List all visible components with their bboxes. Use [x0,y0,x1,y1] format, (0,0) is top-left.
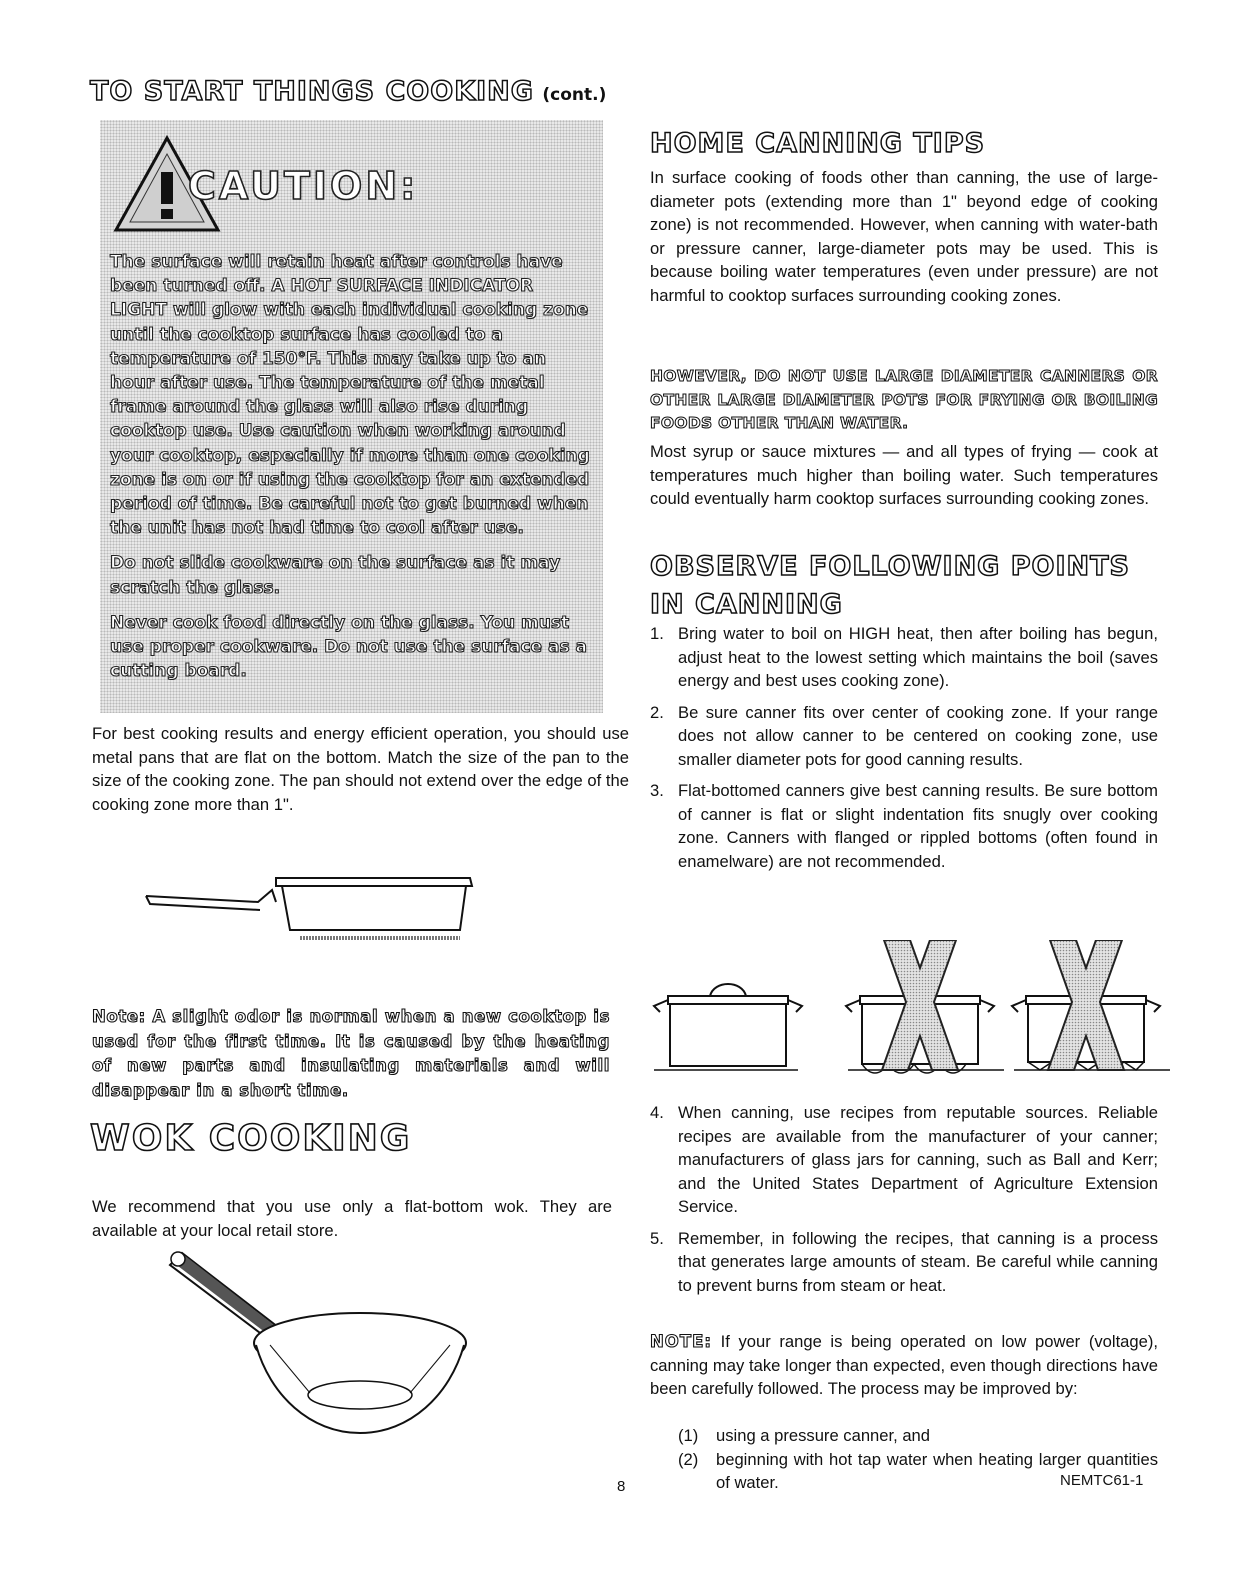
page-number: 8 [617,1478,626,1495]
pan-intro-paragraph: For best cooking results and energy efficient operation, you should use metal pans that are flat on the bottom. Match the size of the pan to the size of the cooking zone. The pan should not extend over the edge of the cooking zone more than 1". [92,724,629,814]
page-title: TO START THINGS COOKING [90,76,534,107]
rippled-canner-bad [1012,940,1170,1070]
list-item: 1. Bring water to boil on HIGH heat, then after boiling has begun, adjust heat to the lowest setting which maintains the boil (saves energy and best uses cooking zone). [650,624,1158,690]
wok-illustration [160,1245,480,1445]
caution-paragraph: Never cook food directly on the glass. You must use proper cookware. Do not use the surface as a cutting board. [110,612,587,682]
frying-paragraph: Most syrup or sauce mixtures — and all types of frying — cook at temperatures much higher than boiling water. Such temperatures could eventually harm cooktop surfaces surrounding cooking zones. [650,442,1158,508]
low-power-note-text: If your range is being operated on low power (voltage), canning may take longer than expected, even though directions have been carefully followed. The process may be improved by: [650,1332,1158,1398]
low-power-note-label: NOTE: [650,1332,712,1351]
canning-warning: HOWEVER, DO NOT USE LARGE DIAMETER CANNERS OR OTHER LARGE DIAMETER POTS FOR FRYING OR BOILING FOODS OTHER THAN WATER. [650,367,1158,432]
wok-paragraph: We recommend that you use only a flat-bottom wok. They are available at your local retail store. [92,1197,612,1240]
page-header [90,76,606,107]
flat-canner-good [654,984,802,1070]
skillet-illustration [140,868,480,958]
list-item: 4. When canning, use recipes from reputable sources. Reliable recipes are available from the manufacturer of your canner; manufacturers of glass jars for canning, such as Ball and Kerr; and the United States Department of Agriculture Extension Service. [650,1103,1158,1216]
caution-heading: CAUTION: [188,164,419,208]
document-code: NEMTC61-1 [1060,1472,1144,1489]
flanged-canner-bad [846,940,1004,1073]
observe-section-title: OBSERVE FOLLOWING POINTS IN CANNING [650,551,1130,620]
list-item: (1) using a pressure canner, and [678,1426,931,1445]
odor-note-text: A slight odor is normal when a new cooktop is used for the first time. It is caused by the heating of new parts and insulating materials and will disappear in a short time. [92,1007,610,1100]
canning-tips-title: HOME CANNING TIPS [650,128,986,159]
list-item: 3. Flat-bottomed canners give best canning results. Be sure bottom of canner is flat or slight indentation fits snugly over cooking zone. Canners with flanged or rippled bottoms (often found in enamelware) are not recommended. [650,781,1158,871]
list-item: 2. Be sure canner fits over center of cooking zone. If your range does not allow canner to be centered on cooking zone, use smaller diameter pots for good canning results. [650,702,1158,769]
page-title-suffix: (cont.) [542,85,607,105]
odor-note [92,1005,610,1103]
canning-paragraph: In surface cooking of foods other than canning, the use of large-diameter pots (extending more than 1" beyond edge of cooking zone) is not recommended. However, when canning with water-bath or pressure canner, large-diameter pots may be used. This is because boiling water temperatures (even under pressure) are not harmful to cooktop surfaces surrounding cooking zones. [650,168,1158,305]
canning-steps-list-continued [650,1101,1158,1305]
canner-illustrations [648,940,1173,1080]
canning-steps-list [650,622,1158,881]
list-item: 5. Remember, in following the recipes, that canning is a process that generates large amounts of steam. Be careful while canning to prevent burns from steam or heat. [650,1228,1158,1295]
caution-paragraph: The surface will retain heat after controls have been turned off. A HOT SURFACE INDICATOR LIGHT will glow with each individual cooking zone until the cooktop surface has cooled to a temperature of 150°F. This may take up to an hour after use. The temperature of the metal frame around the glass will also rise during cooktop use. Use caution when working around your cooktop, especially if more than one cooking zone is on or if using the cooktop for an extended period of time. Be careful not to get burned when the unit has not had time to cool after use. [110,252,590,539]
odor-note-label: Note: [92,1007,146,1026]
wok-section-title: WOK COOKING [90,1118,412,1159]
list-item: (2) beginning with hot tap water when heating larger quantities of water. [678,1449,1158,1492]
low-power-note [650,1330,1158,1401]
caution-body [110,250,594,683]
caution-box [100,120,603,713]
caution-paragraph: Do not slide cookware on the surface as it may scratch the glass. [110,553,561,598]
